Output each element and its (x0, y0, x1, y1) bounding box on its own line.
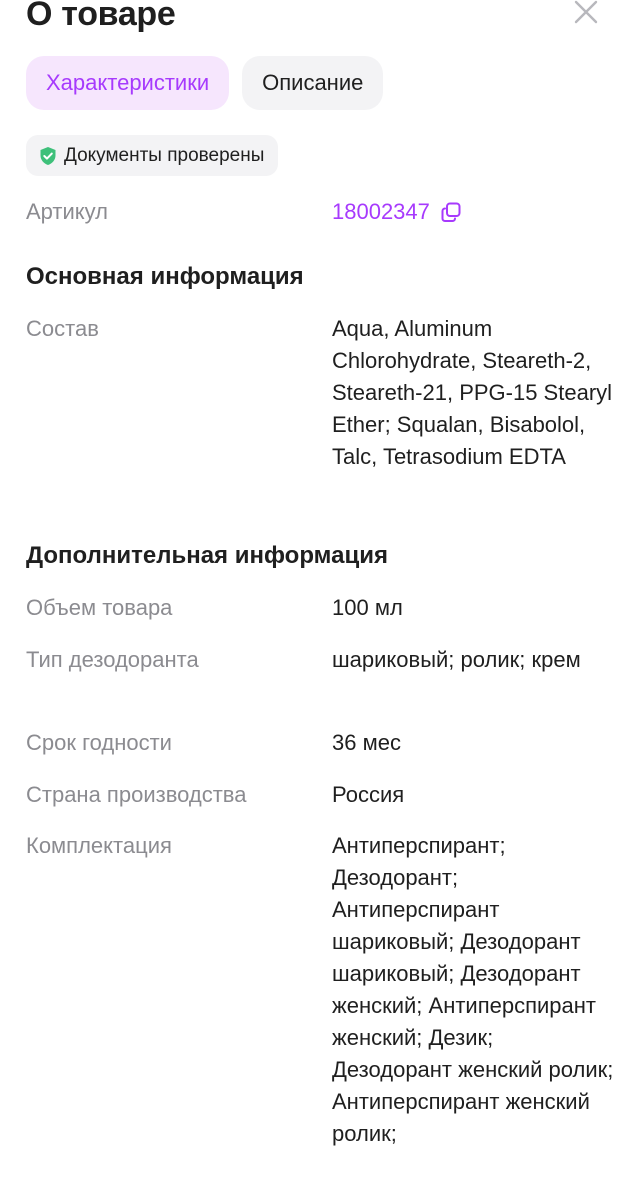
spec-value: Антиперспирант; Дезодорант; Антиперспирант шариковый; Дезодорант шариковый; Дезодорант женский; Антиперспирант женский; Дезик; Дезодорант женский ролик; Антиперспирант женский ролик; (332, 833, 614, 1146)
section-title-extra: Дополнительная информация (26, 542, 388, 569)
spec-row-package-contents (26, 830, 616, 1150)
close-button[interactable] (568, 0, 604, 30)
tabs (26, 56, 383, 110)
close-icon (573, 0, 599, 25)
shield-check-icon (38, 146, 58, 166)
documents-verified-badge (26, 135, 278, 176)
tab-description[interactable]: Описание (242, 56, 383, 110)
spec-value: шариковый; ролик; крем (332, 647, 581, 672)
spec-row-volume (26, 592, 616, 624)
tab-characteristics[interactable]: Характеристики (26, 56, 229, 110)
page-title: О товаре (26, 0, 176, 33)
spec-label: Срок годности (26, 730, 172, 755)
article-row (26, 196, 616, 228)
spec-value: 36 мес (332, 730, 401, 755)
article-label: Артикул (26, 199, 109, 224)
copy-icon[interactable] (440, 201, 462, 223)
spec-label: Страна производства (26, 782, 247, 807)
spec-value: Aqua, Aluminum Chlorohydrate, Steareth-2, Steareth-21, PPG-15 Stearyl Ether; Squalan, Bisabolol, Talc, Tetrasodium EDTA (332, 316, 613, 469)
badge-text: Документы проверены (64, 144, 265, 166)
spec-row-deodorant-type (26, 644, 616, 676)
spec-label: Объем товара (26, 595, 173, 620)
spec-label: Комплектация (26, 833, 172, 858)
spec-row-country (26, 779, 616, 811)
spec-label: Состав (26, 316, 99, 341)
spec-value: 100 мл (332, 595, 403, 620)
section-title-main: Основная информация (26, 263, 304, 290)
article-number[interactable]: 18002347 (332, 199, 430, 224)
spec-row-shelf-life (26, 727, 616, 759)
spec-value: Россия (332, 782, 405, 807)
article-value[interactable] (332, 196, 616, 228)
spec-label: Тип дезодоранта (26, 647, 199, 672)
spec-row-composition (26, 313, 616, 473)
